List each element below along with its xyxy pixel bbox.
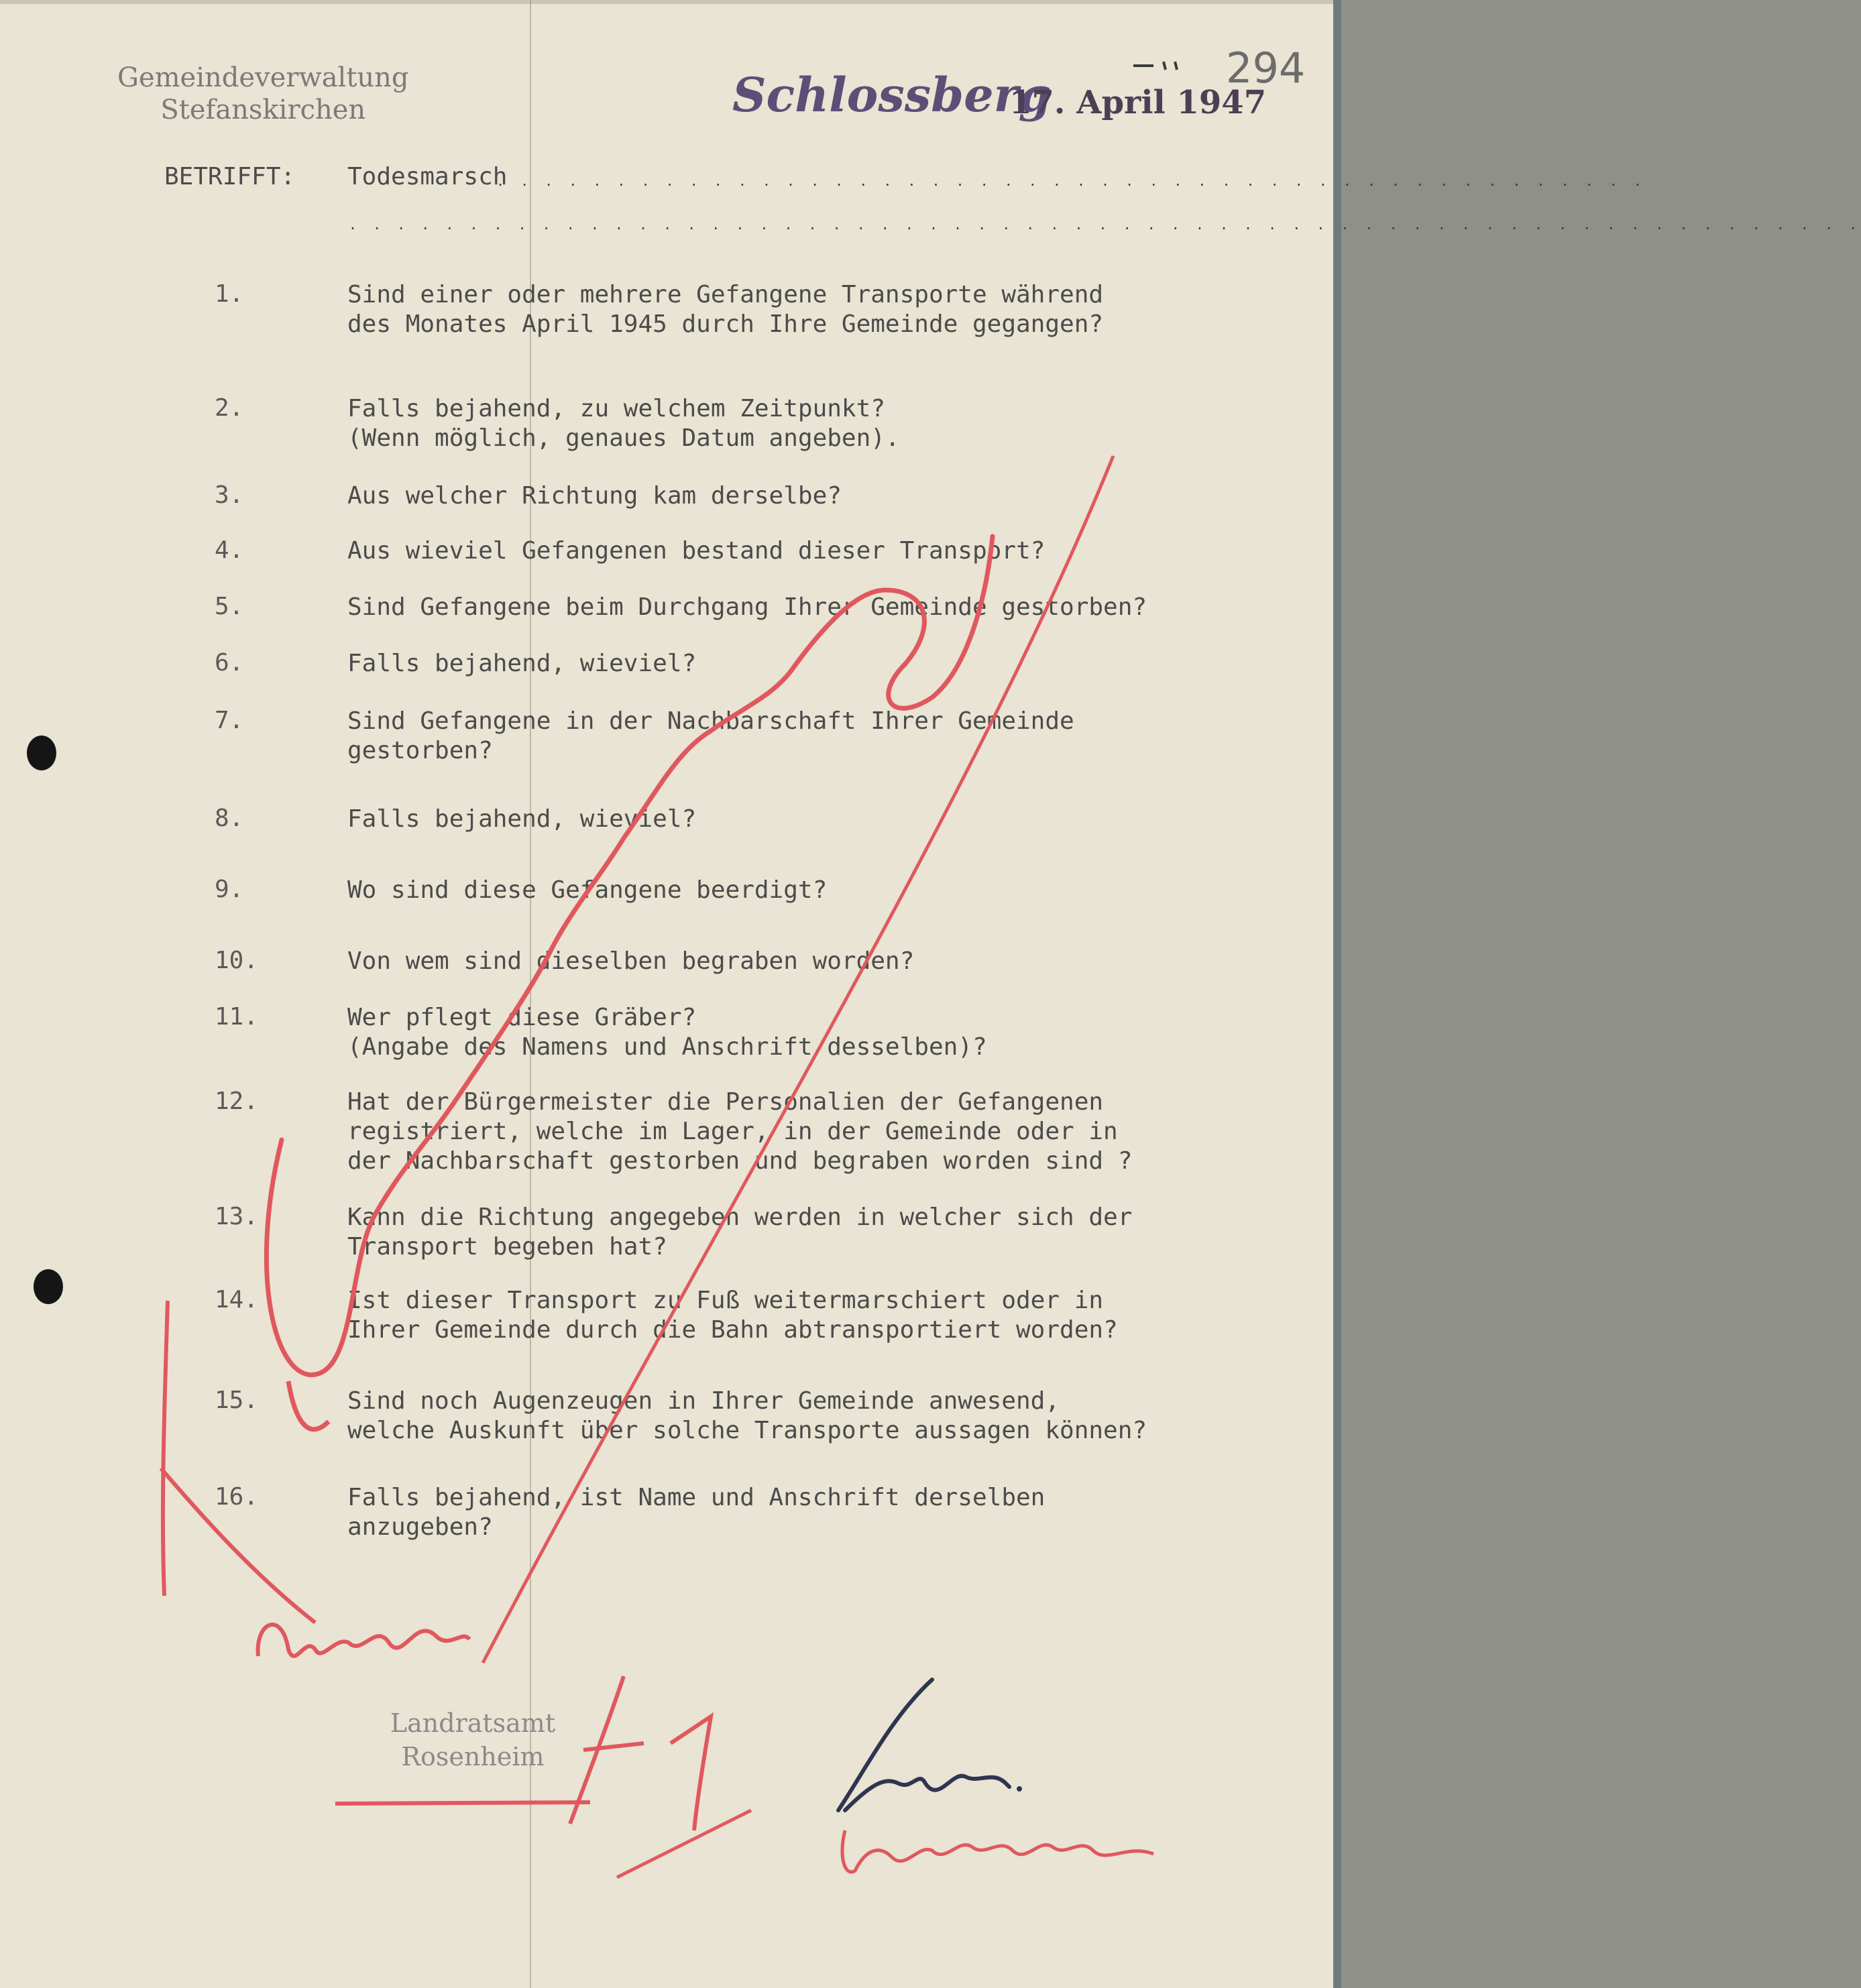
red-pencil-initials [570,1676,711,1830]
question-text: Aus wieviel Gefangenen bestand dieser Transport? [347,537,1046,565]
question-number: 11. [215,1003,259,1031]
question-number: 7. [215,707,244,734]
question-text: Ist dieser Transport zu Fuß weitermarschiert oder in Ihrer Gemeinde durch die Bahn abtransportiert worden? [347,1287,1118,1344]
signature-dot [1017,1786,1022,1792]
question-number: 4. [215,536,244,564]
red-pencil-stroke [163,1301,168,1596]
question-number: 10. [215,947,259,974]
page-top-edge [0,0,1341,4]
red-pencil-scribble [288,1381,329,1429]
question-number: 8. [215,805,244,832]
subject-label: BETRIFFT: [164,163,296,190]
question-number: 16. [215,1483,259,1511]
municipality-stamp [117,62,409,126]
date-stamp: 17. April 1947 [1009,84,1267,121]
page-right-edge [1333,0,1341,1988]
question-text: Sind einer oder mehrere Gefangene Transporte während des Monates April 1945 durch Ihre Gemeinde gegangen? [347,281,1104,338]
question-text: Wo sind diese Gefangene beerdigt? [347,876,828,904]
municipality-line2: Stefanskirchen [160,95,366,125]
stamp-mark [1133,62,1177,70]
punch-hole [27,736,56,770]
office-line2: Rosenheim [401,1742,545,1771]
office-line1: Landratsamt [390,1708,556,1738]
question-text: Hat der Bürgermeister die Personalien der Gefangenen registriert, welche im Lager, in der Gemeinde oder in der Nachbarschaft gestorben und begraben worden sind ? [347,1088,1133,1175]
question-text: Von wem sind dieselben begraben worden? [347,947,915,975]
question-number: 3. [215,481,244,509]
question-number: 14. [215,1286,259,1313]
red-pencil-stroke [617,1810,751,1877]
question-text: Falls bejahend, zu welchem Zeitpunkt? (Wenn möglich, genaues Datum angeben). [347,395,900,452]
red-pencil-note [258,1625,469,1656]
subject-value: Todesmarsch [347,163,508,190]
place-stamp: Schlossberg [732,67,1052,123]
question-text: Sind Gefangene beim Durchgang Ihrer Gemeinde gestorben? [347,593,1147,621]
question-text: Sind Gefangene in der Nachbarschaft Ihrer Gemeinde gestorben? [347,707,1074,764]
question-text: Falls bejahend, ist Name und Anschrift derselben anzugeben? [347,1484,1046,1541]
question-number: 1. [215,280,244,308]
punch-hole [34,1269,63,1304]
question-text: Kann die Richtung angegeben werden in welcher sich der Transport begeben hat? [347,1204,1133,1261]
question-number: 9. [215,876,244,903]
question-number: 13. [215,1203,259,1230]
question-text: Falls bejahend, wieviel? [347,805,697,833]
question-text: Wer pflegt diese Gräber? (Angabe des Namens und Anschrift desselben)? [347,1004,987,1061]
mayor-signature [838,1680,1009,1810]
question-number: 6. [215,649,244,677]
question-text: Aus welcher Richtung kam derselbe? [347,482,842,510]
page-number: 294 [1226,44,1306,93]
dotted-fill-line: . . . . . . . . . . . . . . . . . . . . . . . . . . . . . . . . . . . . . . . . . . . . . . . . [496,173,1646,189]
question-number: 15. [215,1387,259,1414]
dotted-fill-line: . . . . . . . . . . . . . . . . . . . . . . . . . . . . . . . . . . . . . . . . . . . . . . . . . . . . . . . . . . . . . . . [349,217,1861,233]
municipality-line1: Gemeindeverwaltung [117,62,409,93]
red-handwritten-title [842,1830,1153,1872]
question-text: Falls bejahend, wieviel? [347,650,697,677]
question-number: 2. [215,394,244,422]
question-number: 12. [215,1088,259,1115]
question-text: Sind noch Augenzeugen in Ihrer Gemeinde anwesend, welche Auskunft über solche Transporte aussagen können? [347,1387,1147,1444]
question-number: 5. [215,593,244,620]
red-pencil-underline [335,1802,590,1804]
district-office-stamp [376,1706,570,1773]
